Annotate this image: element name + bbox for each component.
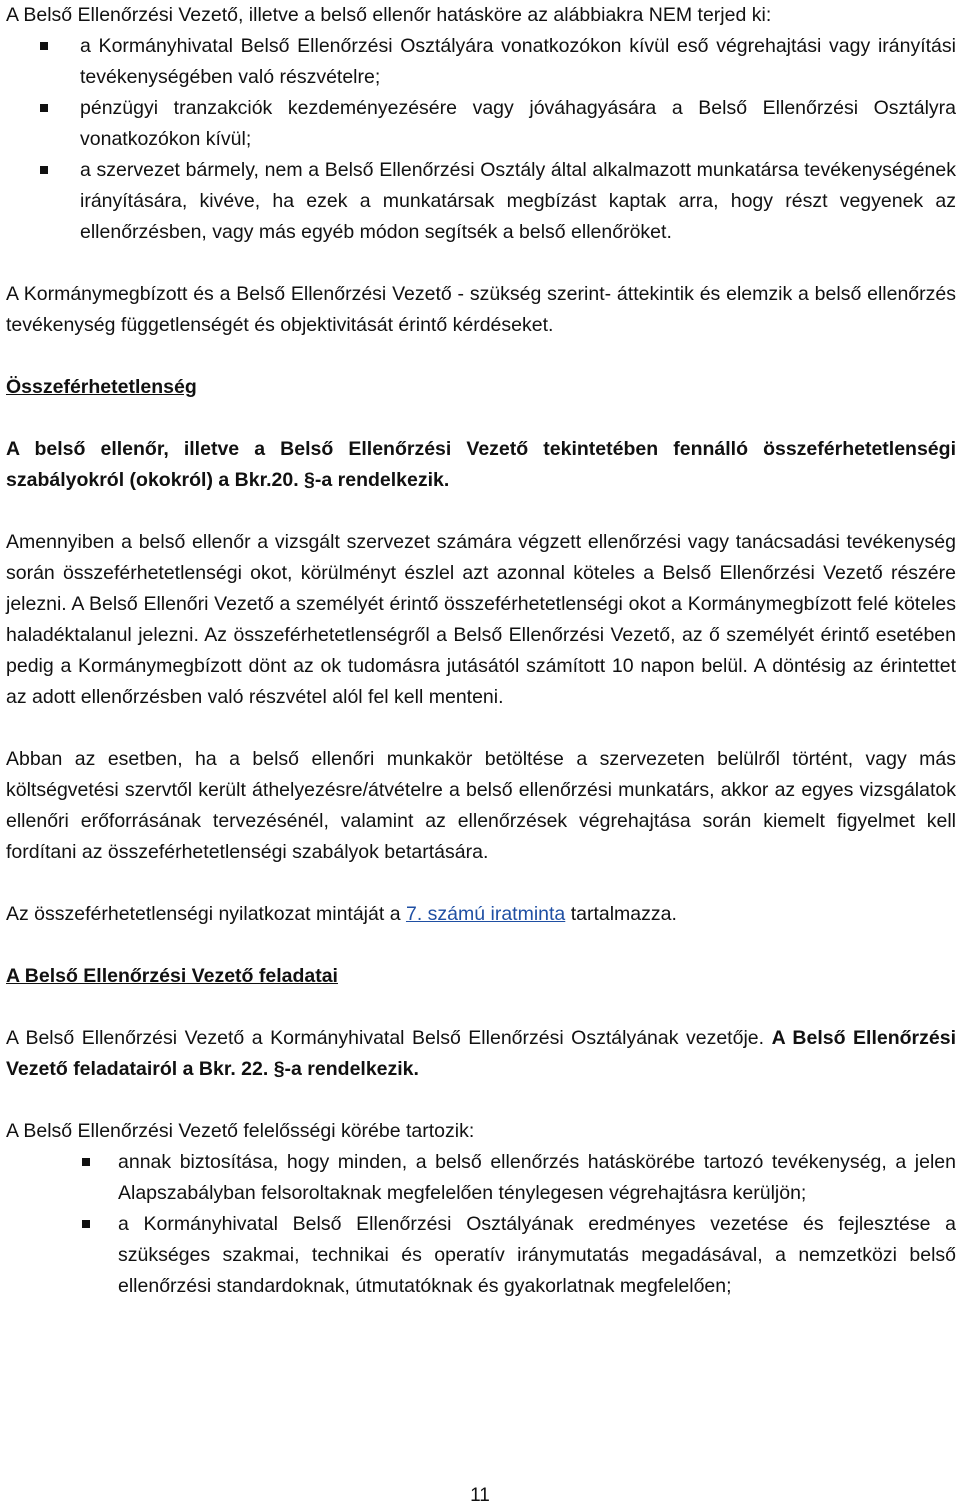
page-number: 11 (470, 1485, 490, 1506)
heading-incompatibility: Összeférhetetlenség (6, 376, 197, 398)
head-text: A Belső Ellenőrzési Vezető a Kormányhivatal Belső Ellenőrzési Osztályának vezetője. (6, 1027, 772, 1049)
list-item: a Kormányhivatal Belső Ellenőrzési Osztályára vonatkozókon kívül eső végrehajtási vagy irányítási tevékenységében való részvételre; (6, 31, 956, 93)
incompatibility-paragraph-2: Abban az esetben, ha a belső ellenőri munkakör betöltése a szervezeten belülről történt, vagy más költségvetési szervtől került áthelyezésre/átvételre a belső ellenőrzési munkatárs, akkor az egyes vizsgálatok ellenőri erőforrásának tervezésénél, valamint az ellenőrzések végrehajtása során kiemelt figyelmet kell fordítani az összeférhetetlenségi szabályok betartására. (6, 748, 956, 863)
list-item: pénzügyi tranzakciók kezdeményezésére vagy jóváhagyására a Belső Ellenőrzési Osztályra vonatkozókon kívül; (6, 93, 956, 155)
document-page (6, 0, 956, 1302)
template-link[interactable]: 7. számú iratminta (405, 903, 566, 925)
list-item: a szervezet bármely, nem a Belső Ellenőrzési Osztály által alkalmazott munkatársa tevékenységének irányítására, kivéve, ha ezek a munkatársak megbízást kaptak arra, hogy részt vegyenek az ellenőrzésben, vagy más egyéb módon segítsék a belső ellenőröket. (6, 155, 956, 248)
head-bold-text: A Belső Ellenőrzési Vezető feladatairól a Bkr. 22. §-a rendelkezik. (6, 1027, 956, 1080)
review-paragraph: A Kormánymegbízott és a Belső Ellenőrzési Vezető - szükség szerint- áttekintik és elemzik a belső ellenőrzés tevékenység függetlenségét és objektivitását érintő kérdéseket. (6, 283, 956, 336)
scope-exclusion-list (6, 31, 956, 248)
head-paragraph (6, 1023, 956, 1085)
incompatibility-paragraph-1: Amennyiben a belső ellenőr a vizsgált szervezet számára végzett ellenőrzési vagy tanácsadási tevékenység során összeférhetetlenségi okot, körülményt észlel azt azonnal köteles a Belső Ellenőrzési Vezető részére jelezni. A Belső Ellenőri Vezető a személyét érintő összeférhetetlenségi okot a Kormánymegbízott felé köteles haladéktalanul jelezni. Az összeférhetetlenségről a Belső Ellenőrzési Vezető, az ő személyét érintő esetében pedig a Kormánymegbízott dönt az ok tudomásra jutásától számított 10 napon belül. A döntésig az érintettet az adott ellenőrzésben való részvétel alól fel kell menteni. (6, 531, 956, 708)
heading-tasks: A Belső Ellenőrzési Vezető feladatai (6, 965, 338, 987)
responsibility-list (6, 1147, 956, 1302)
template-text-after: tartalmazza. (565, 903, 677, 925)
list-item: annak biztosítása, hogy minden, a belső ellenőrzés hatáskörébe tartozó tevékenység, a jelen Alapszabályban felsoroltaknak megfelelően ténylegesen végrehajtásra kerüljön; (6, 1147, 956, 1209)
list-item: a Kormányhivatal Belső Ellenőrzési Osztályának eredményes vezetése és fejlesztése a szükséges szakmai, technikai és operatív iránymutatás megadásával, a nemzetközi belső ellenőrzési standardoknak, útmutatóknak és gyakorlatnak megfelelően; (6, 1209, 956, 1302)
template-paragraph (6, 899, 956, 930)
intro-paragraph: A Belső Ellenőrzési Vezető, illetve a belső ellenőr hatásköre az alábbiakra NEM terjed ki: (6, 4, 772, 26)
template-text-before: Az összeférhetetlenségi nyilatkozat mintáját a (6, 903, 406, 925)
responsibility-intro: A Belső Ellenőrzési Vezető felelősségi körébe tartozik: (6, 1120, 475, 1142)
incompatibility-rules-paragraph: A belső ellenőr, illetve a Belső Ellenőrzési Vezető tekintetében fennálló összeférhetetlenségi szabályokról (okokról) a Bkr.20. §-a rendelkezik. (6, 438, 956, 491)
